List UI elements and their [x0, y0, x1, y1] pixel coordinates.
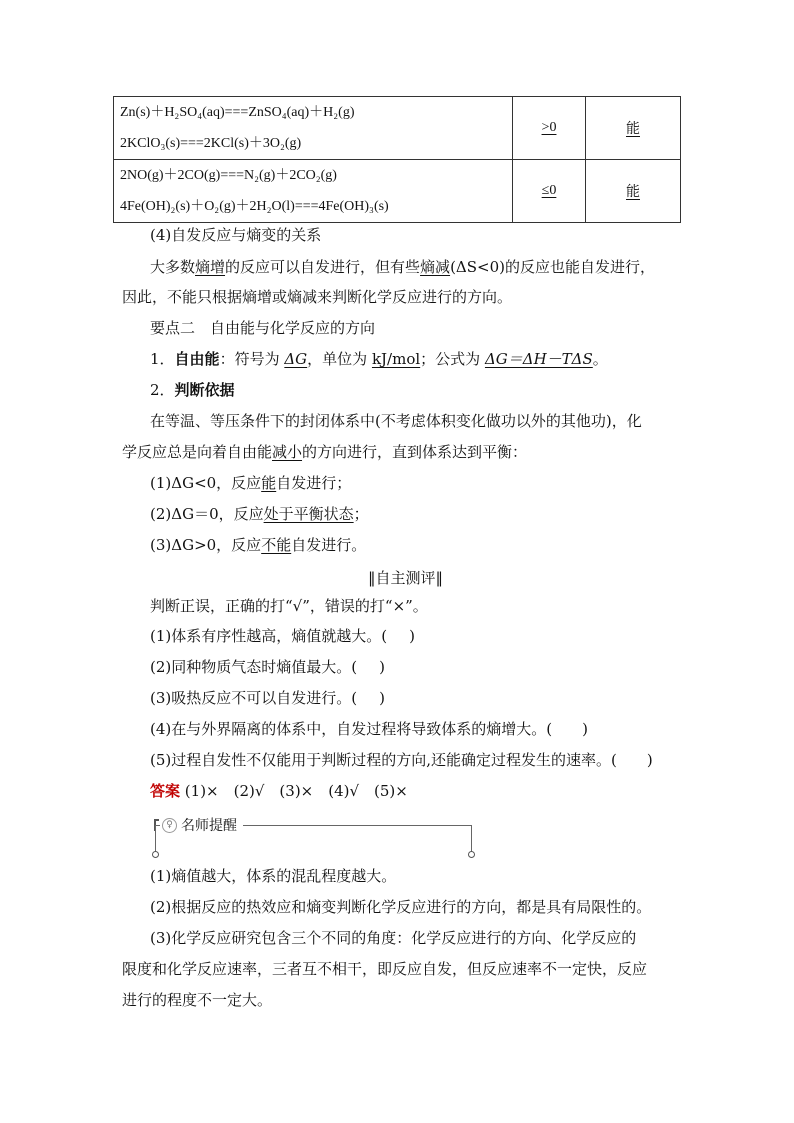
- paragraph: 在等温、等压条件下的封闭体系中(不考虑体积变化做功以外的其他功)，化: [150, 412, 642, 430]
- quiz-item: (1)体系有序性越高，熵值就越大。( ): [150, 627, 415, 645]
- condition-line: (1)ΔG<0，反应能自发进行；: [150, 474, 352, 492]
- basis-heading: 2．判断依据: [150, 381, 235, 399]
- equation: 2NO(g)＋2CO(g)===N₂(g)＋2CO₂(g): [120, 168, 337, 183]
- tip-item: (3)化学反应研究包含三个不同的角度：化学反应进行的方向、化学反应的: [150, 929, 637, 947]
- entropy-change-cell: ≤0: [513, 160, 586, 223]
- equation: Zn(s)＋H₂SO₄(aq)===ZnSO₄(aq)＋H₂(g): [120, 105, 355, 120]
- tip-header: [160, 815, 243, 835]
- tip-item: (2)根据反应的热效应和熵变判断化学反应进行的方向，都是具有局限性的。: [150, 898, 652, 916]
- quiz-item: (2)同种物质气态时熵值最大。( ): [150, 658, 385, 676]
- condition-line: (2)ΔG＝0，反应处于平衡状态；: [150, 505, 369, 523]
- tip-box: [152, 815, 474, 855]
- answer-label: 答案: [150, 782, 181, 800]
- equation: 2KClO₃(s)===2KCl(s)＋3O₂(g): [120, 136, 302, 151]
- equation-cell: [114, 160, 513, 223]
- answer-line: [150, 781, 408, 801]
- tip-item: 进行的程度不一定大。: [122, 991, 273, 1009]
- tip-item: (1)熵值越大，体系的混乱程度越大。: [150, 867, 397, 885]
- definition-line: 1．自由能：符号为 ΔG，单位为 kJ/mol；公式为 ΔG＝ΔH－TΔS。: [150, 350, 608, 368]
- equation-cell: [114, 97, 513, 160]
- paragraph: 因此，不能只根据熵增或熵减来判断化学反应进行的方向。: [122, 288, 513, 306]
- answer-text: (1)× (2)√ (3)× (4)√ (5)×: [184, 782, 408, 800]
- tip-item: 限度和化学反应速率，三者互不相干，即反应自发，但反应速率不一定快，反应: [122, 960, 648, 978]
- table-row: [114, 160, 681, 223]
- quiz-title: ‖自主测评‖: [368, 569, 444, 587]
- paragraph: 大多数熵增的反应可以自发进行，但有些熵减(ΔS<0)的反应也能自发进行，: [150, 258, 655, 276]
- quiz-instruction: 判断正误，正确的打“√”，错误的打“×”。: [150, 597, 428, 615]
- equation: 4Fe(OH)₂(s)＋O₂(g)＋2H₂O(l)===4Fe(OH)₃(s): [120, 199, 389, 214]
- lightbulb-icon: ♀: [162, 818, 177, 833]
- condition-line: (3)ΔG>0，反应不能自发进行。: [150, 536, 367, 554]
- quiz-item: (3)吸热反应不可以自发进行。( ): [150, 689, 385, 707]
- point-title: 要点二 自由能与化学反应的方向: [150, 319, 376, 337]
- quiz-item: (5)过程自发性不仅能用于判断过程的方向,还能确定过程发生的速率。( ): [150, 751, 653, 769]
- reaction-table: [113, 96, 681, 223]
- paragraph: 学反应总是向着自由能减小的方向进行，直到体系达到平衡：: [122, 443, 528, 461]
- section-heading: (4)自发反应与熵变的关系: [150, 226, 322, 244]
- spontaneous-cell: 能: [586, 160, 681, 223]
- tip-label: 名师提醒: [181, 818, 237, 834]
- spontaneous-cell: 能: [586, 97, 681, 160]
- quiz-item: (4)在与外界隔离的体系中，自发过程将导致体系的熵增大。( ): [150, 720, 588, 738]
- table-row: [114, 97, 681, 160]
- entropy-change-cell: >0: [513, 97, 586, 160]
